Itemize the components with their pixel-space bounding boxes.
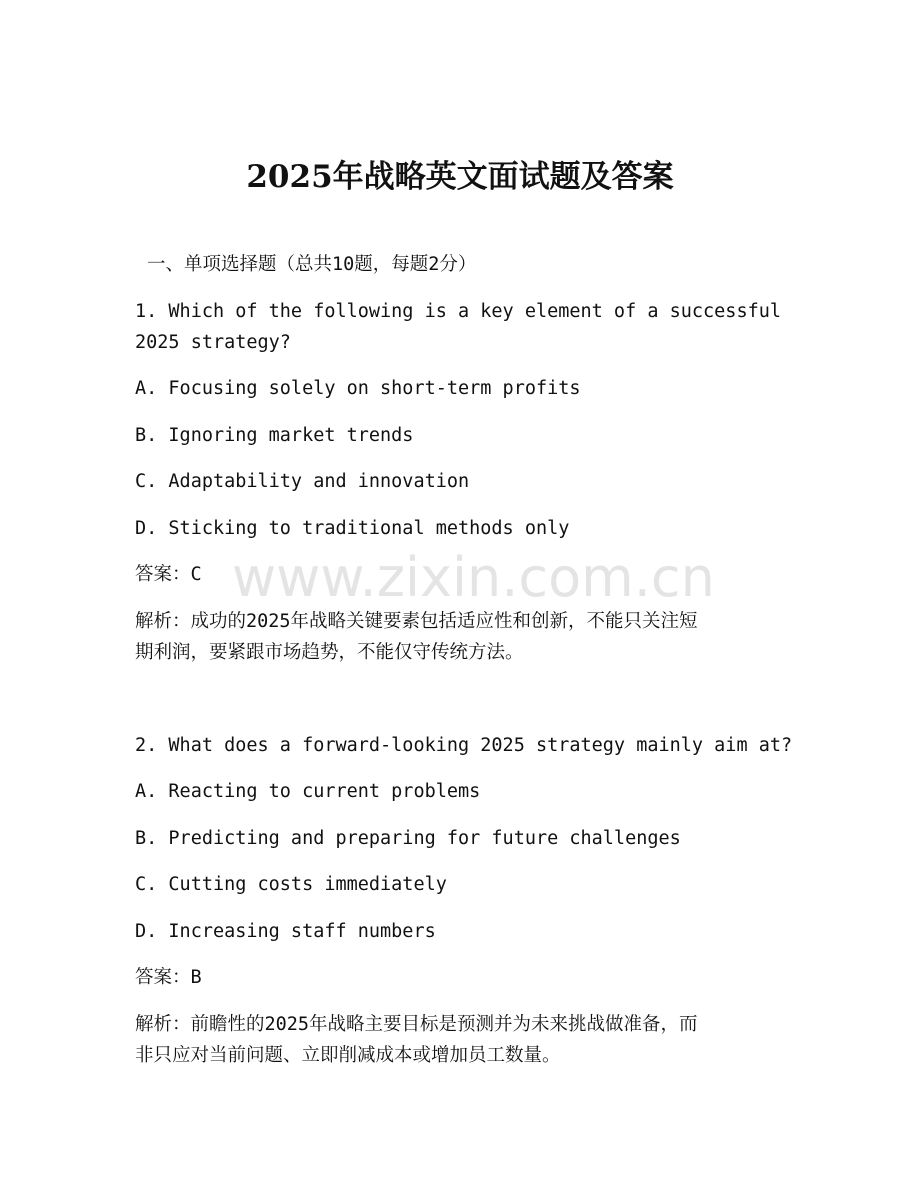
question-1-text-line-2: 2025 strategy?: [135, 332, 291, 353]
question-2-option-d: D. Increasing staff numbers: [135, 921, 436, 942]
question-1-option-a: A. Focusing solely on short-term profits: [135, 378, 581, 399]
question-1-option-c: C. Adaptability and innovation: [135, 471, 470, 492]
question-1-analysis-line-1: 解析：成功的2025年战略关键要素包括适应性和创新，不能只关注短: [135, 611, 698, 632]
question-2-text: 2. What does a forward-looking 2025 strategy mainly aim at?: [135, 735, 793, 756]
question-2-analysis-line-2: 非只应对当前问题、立即削减成本或增加员工数量。: [135, 1045, 561, 1066]
question-1-answer: 答案：C: [135, 564, 202, 585]
watermark: www.zixin.com.cn: [232, 546, 715, 609]
question-1-text-line-1: 1. Which of the following is a key element of a successful: [135, 301, 782, 322]
question-1-option-d: D. Sticking to traditional methods only: [135, 518, 570, 539]
question-2-option-a: A. Reacting to current problems: [135, 781, 481, 802]
question-2-option-c: C. Cutting costs immediately: [135, 874, 447, 895]
document-title: 2025年战略英文面试题及答案: [246, 159, 674, 195]
question-1-option-b: B. Ignoring market trends: [135, 425, 414, 446]
question-2-analysis-line-1: 解析：前瞻性的2025年战略主要目标是预测并为未来挑战做准备，而: [135, 1014, 698, 1035]
question-1-analysis-line-2: 期利润，要紧跟市场趋势，不能仅守传统方法。: [135, 642, 524, 663]
section-heading: 一、单项选择题（总共10题，每题2分）: [147, 254, 477, 275]
question-2-answer: 答案：B: [135, 967, 202, 988]
question-2-option-b: B. Predicting and preparing for future challenges: [135, 828, 681, 849]
